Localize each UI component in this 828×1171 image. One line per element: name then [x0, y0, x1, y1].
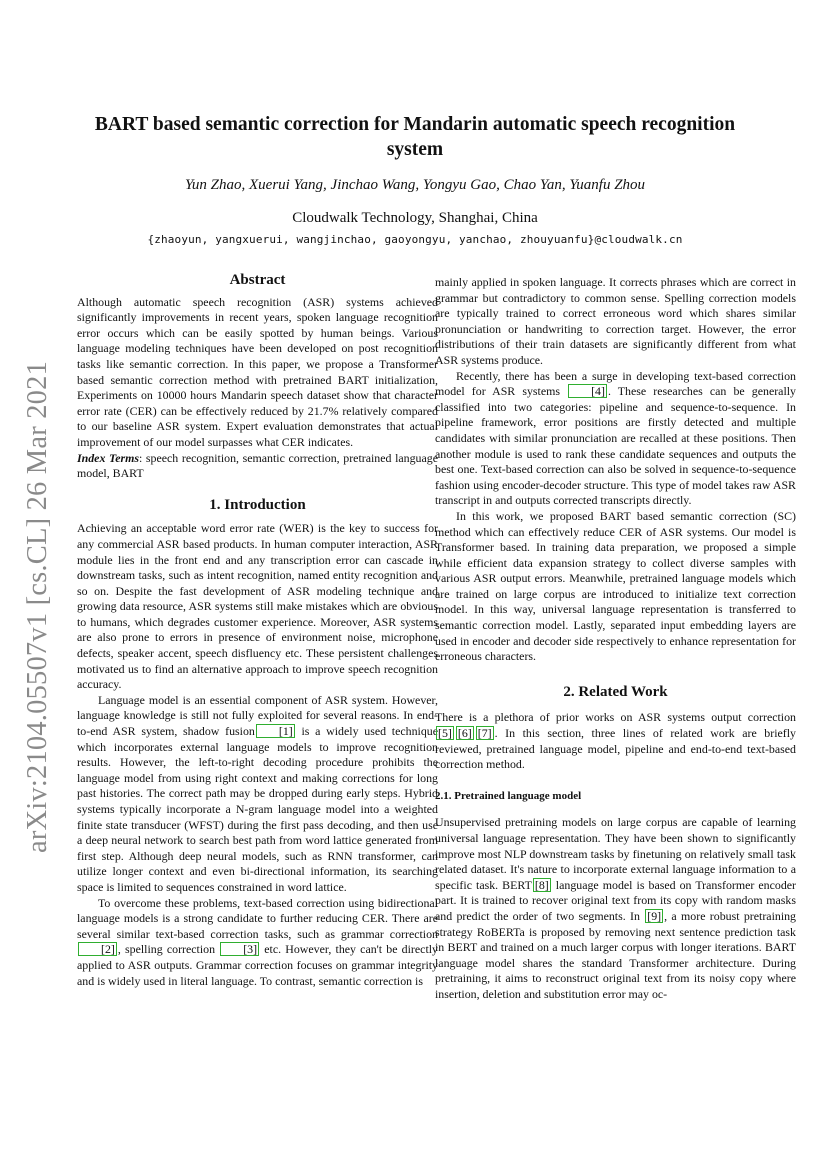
right-column [435, 275, 796, 1003]
abstract-heading: Abstract [229, 272, 286, 288]
intro-p4-text-a: Recently, there has been a surge in developing text-based correction model for ASR systems [435, 368, 796, 399]
related-p2-text-c: , a more robust pretraining strategy RoBERTa is proposed by removing next sentence prediction task in BERT and trained on a much larger corpus with longer iterations. BART language model shares the standard Transformer architecture. During pretraining, it aims to reconstruct original text from its noisy copy where insertion, deletion and substitution error may oc- [435, 908, 797, 1001]
intro-p4-text-b: . These researches can be generally classified into two categories: pipeline and sequence-to-sequence. In pipeline framework, error positions are firstly detected and multiple candidates with similar pronunciation are recalled at these positions. Then another module is used to rank these candidate sequences and outputs the best one. Text-based correction can also be solved in sequence-to-sequence fashion using encoder-decoder structure. This type of model takes raw ASR transcript in and outputs corrected transcripts directly. [435, 384, 797, 508]
intro-paragraph-3-continued: mainly applied in spoken language. It corrects phrases which are correct in grammar but contradictory to common sense. Spelling correction models are typically trained to correct erroneous word which shares similar pronunciation or handwriting to correction target. However, the error distributions of their train datasets are significantly different from what ASR systems produce. [435, 275, 796, 367]
arxiv-watermark [8, 362, 68, 852]
author-emails: {zhaoyun, yangxuerui, wangjinchao, gaoyongyu, yanchao, zhouyuanfu}@cloudwalk.cn [147, 233, 683, 246]
intro-paragraph-2 [77, 693, 438, 896]
related-p1-text-a: There is a plethora of prior works on ASR systems output correction [435, 710, 796, 725]
intro-p3-text-c: etc. However, they can't be directly applied to ASR outputs. Grammar correction focuses on grammar integrity and is widely used in literal language. To contrast, semantic correction is [77, 942, 438, 988]
related-p2-text-b: language model is based on Transformer encoder part. It is trained to recover original text from its copy with random masks and predict the order of two segments. In [435, 877, 797, 923]
citation-link[interactable]: [2] [78, 942, 117, 956]
citation-link[interactable]: [1] [256, 724, 295, 738]
index-terms [77, 451, 438, 482]
intro-paragraph-4 [435, 369, 796, 509]
related-work-heading: 2. Related Work [563, 683, 668, 700]
intro-paragraph-1: Achieving an acceptable word error rate (WER) is the key to success for any commercial ASR based products. In human computer interaction, ASR module lies in the front end and any transcription error can cascade in downstream tasks, such as intent recognition, named entity recognition and so on. Despite the fast development of ASR modeling technique and growing data resource, ASR systems still make mistakes which are obvious to humans, which degrades customer experience. Moreover, ASR systems are also prone to errors in presence of environment noise, microphone defects, speaker accent, speech disfluency etc. These persistent challenges motivated us to find an alternative approach to improve speech recognition accuracy. [77, 521, 438, 692]
intro-p2-text-b: is a widely used technique which incorporates external language models to improve recognition results. However, the left-to-right decoding procedure prohibits the language model from using right context and making corrections for long past histories. The correct path may be dropped during early steps. Hybrid systems typically incorporate a N-gram language model into a weighted finite state transducer (WFST) during the first pass decoding, and then use a deep neural network to search best path from word lattice generated from first step. Although deep neural models, such as RNN transformer, can utilize longer context and even bi-directional information, its searching space is limited to sequences constrained in word lattice. [77, 724, 438, 894]
paper-title: BART based semantic correction for Mandarin automatic speech recognition system [94, 114, 736, 160]
affiliation: Cloudwalk Technology, Shanghai, China [292, 210, 538, 226]
related-p1-text-b: . In this section, three lines of related work are briefly reviewed, pretrained language model, pipeline and end-to-end text-based correction method. [435, 726, 796, 772]
related-paragraph-2 [435, 815, 796, 1002]
pretrained-lm-subheading: 2.1. Pretrained language model [435, 789, 582, 802]
intro-p3-text-b: , spelling correction [117, 942, 220, 957]
citation-link[interactable]: [8] [534, 877, 549, 892]
citation-link[interactable]: [5] [438, 726, 452, 741]
citation-link[interactable]: [7] [477, 726, 492, 741]
index-terms-label: Index Terms [77, 450, 139, 465]
related-p2-text-a: Unsupervised pretraining models on large corpus are capable of learning universal language representation. They have been shown to significantly improve most NLP downstream tasks by finetuning on relatively small task related dataset. It's nature to incorporate external language information to a specific task. BERT [435, 815, 796, 892]
citation-link[interactable]: [4] [568, 384, 607, 398]
intro-p3-text-a: To overcome these problems, text-based correction using bidirectional language models is a strong candidate to further reducing CER. There are several similar text-based correction tasks, such as grammar correction [77, 895, 438, 941]
arxiv-id: arXiv:2104.05507v1 [cs.CL] 26 Mar 2021 [22, 360, 53, 854]
index-terms-text: : speech recognition, semantic correction, pretrained language model, BART [77, 450, 438, 481]
citation-link[interactable]: [9] [647, 908, 662, 923]
intro-paragraph-3 [77, 896, 438, 990]
citation-link[interactable]: [6] [457, 726, 472, 741]
abstract-text: Although automatic speech recognition (ASR) systems achieved significantly improvements in recent years, spoken language recognition error occurs which can be easily spotted by human beings. Various language modeling techniques have been developed on post recognition tasks like semantic correction. In this paper, we propose a Transformer based semantic correction method with pretrained BART initialization, Experiments on 10000 hours Mandarin speech dataset show that character error rate (CER) can be effectively reduced by 21.7% relatively compared to our baseline ASR system. Expert evaluation demonstrates that actual improvement of our model surpasses what CER indicates. [77, 294, 438, 449]
author-list: Yun Zhao, Xuerui Yang, Jinchao Wang, Yongyu Gao, Chao Yan, Yuanfu Zhou [184, 177, 646, 193]
intro-p2-text-a: Language model is an essential component of ASR system. However, language knowledge is still not fully exploited for several reasons. In end-to-end ASR system, shadow fusion [77, 692, 438, 739]
citation-link[interactable]: [3] [220, 942, 259, 956]
left-column [77, 273, 438, 989]
intro-paragraph-5: In this work, we proposed BART based semantic correction (SC) method which can effectively reduce CER of ASR systems. Our model is Transformer based. In training data preparation, we proposed a simple while efficient data expansion strategy to collect diverse samples with various ASR output errors. Meanwhile, pretrained language models which are trained on large corpus are introduced to initialize text correction model. In this way, universal language representation is transferred to semantic correction model. Lastly, separated input embedding layers are used in encoder and decoder side respectively to enhance representation for erroneous characters. [435, 508, 796, 664]
intro-heading: 1. Introduction [209, 496, 306, 513]
related-paragraph-1 [435, 710, 796, 772]
